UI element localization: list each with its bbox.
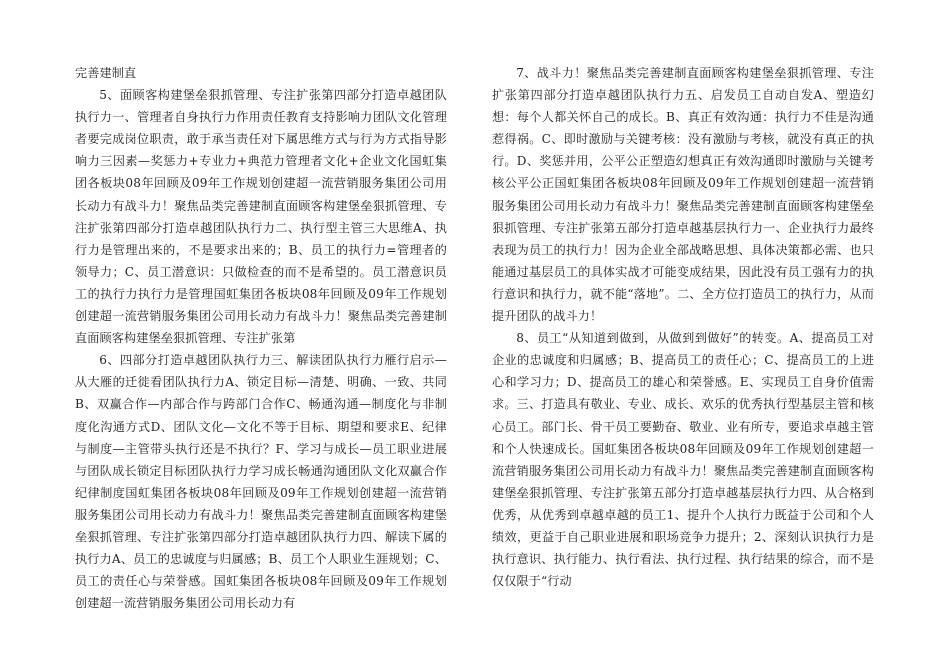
left-column — [75, 62, 447, 614]
paragraph-5: 5、面顾客构建堡垒狠抓管理、专注扩张第四部分打造卓越团队执行力一、管理者自身执行力作用责任教育支持影响力团队文化管理者要完成岗位职责，敢于承当责任对下属思维方式与行为方式指导影响力三因素—奖惩力+专业力+典范力管理者文化+企业文化国虹集团各板块08年回顾及09年工作规划创建超一流营销服务集团公司用长动力有战斗力！聚焦品类完善建制直面顾客构建堡垒狠抓管理、专注扩张第四部分打造卓越团队执行力二、执行型主管三大思维A、执行力是管理出来的，不是要求出来的；B、员工的执行力=管理者的领导力；C、员工潜意识：只做检查的而不是希望的。员工潜意识员工的执行力执行力是管理国虹集团各板块08年回顾及09年工作规划创建超一流营销服务集团公司用长动力有战斗力！聚焦品类完善建制直面顾客构建堡垒狠抓管理、专注扩张第 — [75, 88, 447, 346]
paragraph-8: 8、员工“从知道到做到，从做到到做好”的转变。A、提高员工对企业的忠诚度和归属感；B、提高员工的责任心；C、提高员工的上进心和学习力；D、提高员工的雄心和荣誉感。E、实现员工自身价值需求。三、打造具有敬业、专业、成长、欢乐的优秀执行型基层主管和核心员工。部门长、骨干员工要勤奋、敬业、业有所专，要追求卓越主管和个人快速成长。国虹集团各板块08年回顾及09年工作规划创建超一流营销服务集团公司用长动力有战斗力！聚焦品类完善建制直面顾客构建堡垒狠抓管理、专注扩张第五部分打造卓越基层执行力四、从合格到优秀，从优秀到卓越卓越的员工1、提升个人执行力既益于公司和个人绩效，更益于自己职业进展和职场竞争力提升；2、深刻认识执行力是执行意识、执行能力、执行看法、执行过程、执行结果的综合，而不是仅仅限于“行动 — [492, 331, 874, 589]
paragraph-7: 7、战斗力！聚焦品类完善建制直面顾客构建堡垒狠抓管理、专注扩张第四部分打造卓越团队执行力五、启发员工自动自发A、塑造幻想：每个人都关怀自己的成长。B、真正有效沟通：执行力不佳是沟通惹得祸。C、即时激励与关键考核：没有激励与考核，就没有真正的执行。D、奖惩并用，公平公正塑造幻想真正有效沟通即时激励与关键考核公平公正国虹集团各板块08年回顾及09年工作规划创建超一流营销服务集团公司用长动力有战斗力！聚焦品类完善建制直面顾客构建堡垒狠抓管理、专注扩张第五部分打造卓越基层执行力一、企业执行力最终表现为员工的执行力！因为企业全部战略思想、具体决策都必需、也只能通过基层员工的具体实战才可能变成结果，因此没有员工强有力的执行意识和执行力，就不能“落地”。二、全方位打造员工的执行力，从而提升团队的战斗力！ — [492, 66, 874, 324]
paragraph-heading-fragment: 完善建制直 — [75, 66, 137, 80]
paragraph-6: 6、四部分打造卓越团队执行力三、解读团队执行力雁行启示—从大雁的迁徙看团队执行力A、锁定目标—清楚、明确、一致、共同B、双赢合作—内部合作与跨部门合作C、畅通沟通—制度化与非制度化沟通方式D、团队文化—文化不等于目标、期望和要求E、纪律与制度—主管带头执行还是不执行？F、学习与成长—员工职业进展与团队成长锁定目标团队执行力学习成长畅通沟通团队文化双赢合作纪律制度国虹集团各板块08年回顾及09年工作规划创建超一流营销服务集团公司用长动力有战斗力！聚焦品类完善建制直面顾客构建堡垒狠抓管理、专注扩张第四部分打造卓越团队执行力四、解读下属的执行力A、员工的忠诚度与归属感；B、员工个人职业生涯规划；C、员工的责任心与荣誉感。国虹集团各板块08年回顾及09年工作规划创建超一流营销服务集团公司用长动力有 — [75, 353, 447, 611]
right-column — [492, 62, 874, 592]
